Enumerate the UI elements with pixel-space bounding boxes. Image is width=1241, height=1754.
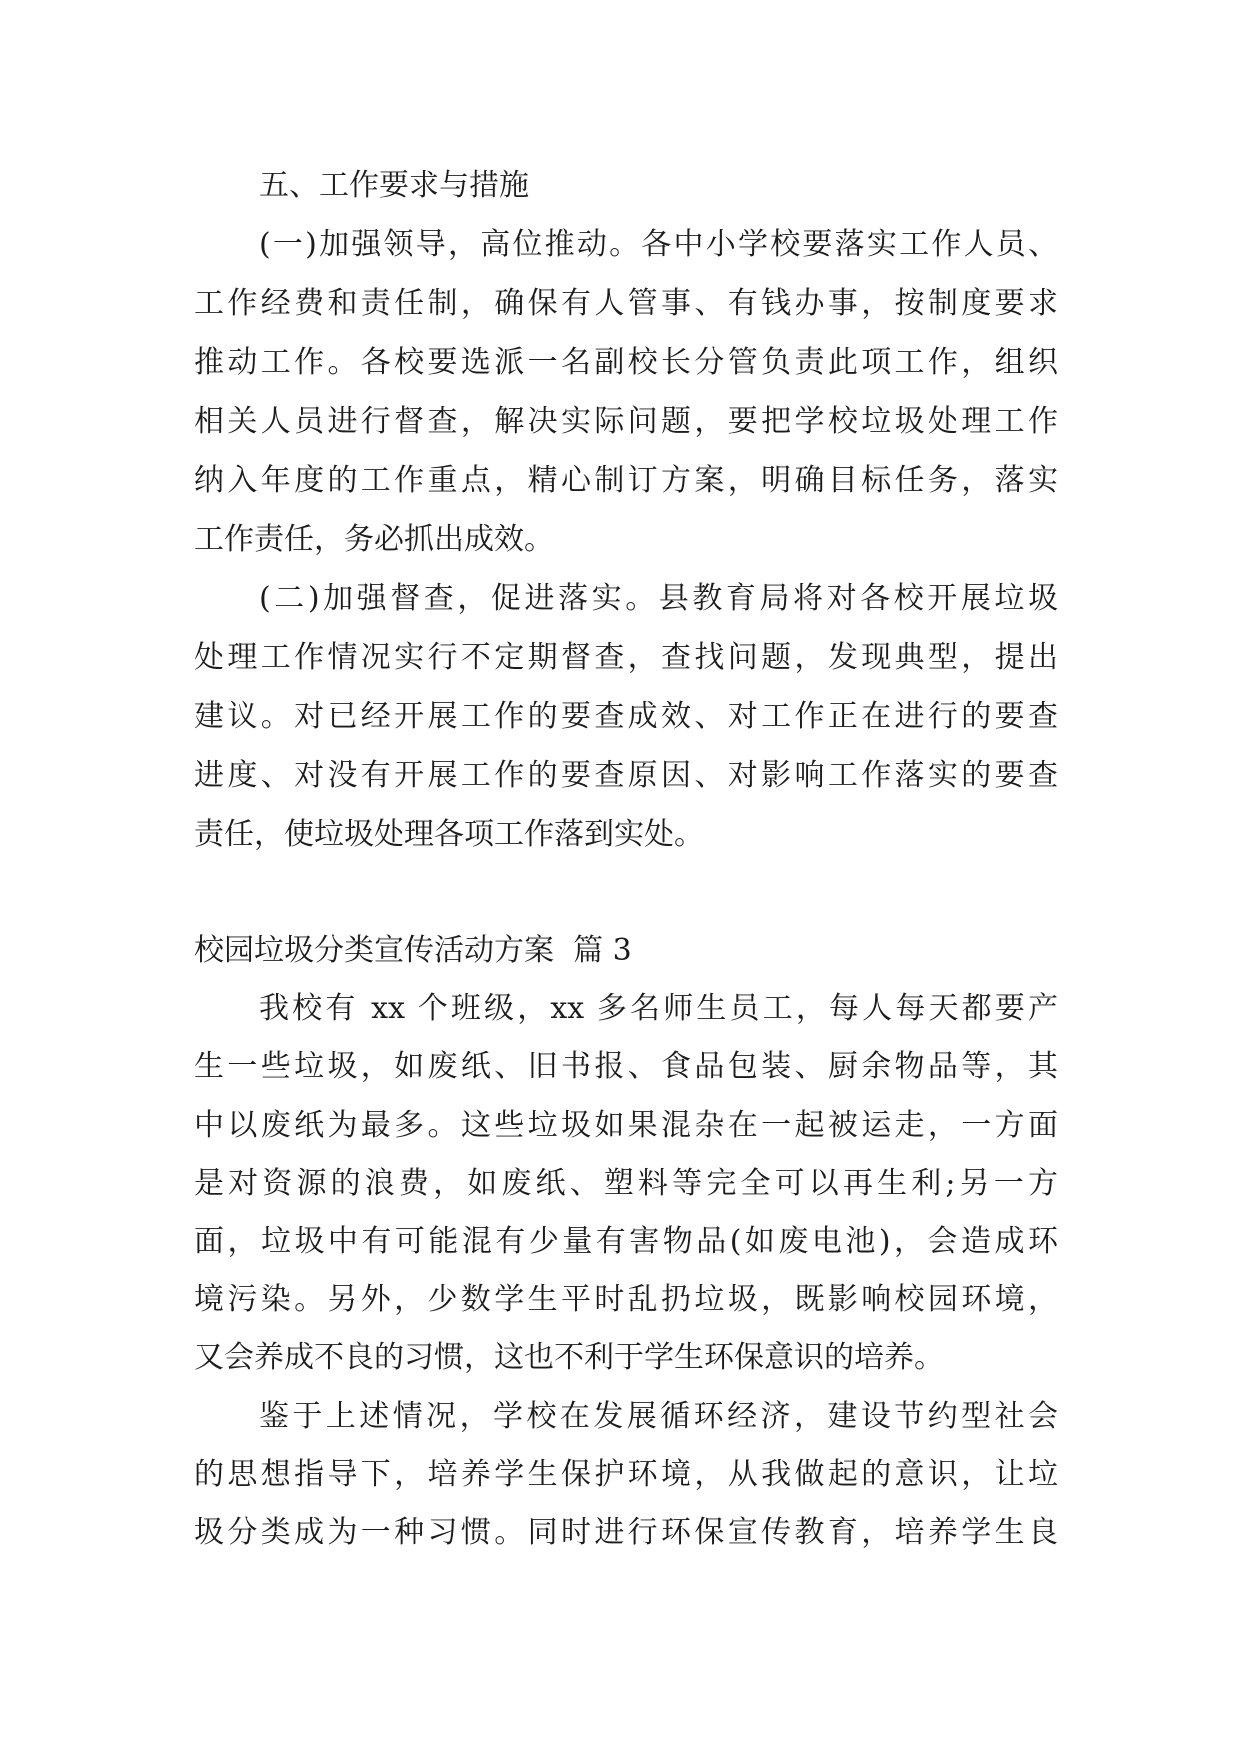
text-line: 工作经费和责任制，确保有人管事、有钱办事，按制度要求 [194,286,1058,321]
text-line: 面，垃圾中有可能混有少量有害物品(如废电池)，会造成环 [194,1223,1058,1259]
text-line: 鉴于上述情况，学校在发展循环经济，建设节约型社会 [259,1398,1058,1434]
text-line: 境污染。另外，少数学生平时乱扔垃圾，既影响校园环境， [194,1282,1058,1318]
plan-title: 校园垃圾分类宣传活动方案 篇 3 [194,933,632,968]
paragraph-background [194,980,1058,1387]
paragraph-item-two [194,569,1058,864]
text-line: 纳入年度的工作重点，精心制订方案，明确目标任务，落实 [194,463,1058,498]
text-line: (二)加强督查，促进落实。县教育局将对各校开展垃圾 [259,581,1058,616]
text-line: 是对资源的浪费，如废纸、塑料等完全可以再生利;另一方 [194,1165,1058,1201]
paragraph-item-one [194,215,1058,569]
text-line: 圾分类成为一种习惯。同时进行环保宣传教育，培养学生良 [194,1514,1058,1550]
text-line: 处理工作情况实行不定期督查，查找问题，发现典型，提出 [194,640,1058,675]
section-heading: 五、工作要求与措施 [259,168,529,203]
text-line: (一)加强领导，高位推动。各中小学校要落实工作人员、 [259,227,1058,262]
text-line: 又会养成不良的习惯，这也不利于学生环保意识的培养。 [194,1340,944,1376]
text-line: 中以废纸为最多。这些垃圾如果混杂在一起被运走，一方面 [194,1107,1058,1143]
text-line: 进度、对没有开展工作的要查原因、对影响工作落实的要查 [194,758,1058,793]
text-line: 建议。对已经开展工作的要查成效、对工作正在进行的要查 [194,699,1058,734]
text-line: 我校有 xx 个班级，xx 多名师生员工，每人每天都要产 [259,991,1058,1027]
paragraph-purpose [194,1388,1058,1563]
text-line: 推动工作。各校要选派一名副校长分管负责此项工作，组织 [194,345,1058,380]
text-line: 的思想指导下，培养学生保护环境，从我做起的意识，让垃 [194,1456,1058,1492]
section-work-requirements [194,156,1058,864]
text-line: 工作责任，务必抓出成效。 [194,522,554,557]
text-line: 生一些垃圾，如废纸、旧书报、食品包装、厨余物品等，其 [194,1049,1058,1085]
section-plan-three [194,922,1058,1562]
text-line: 责任，使垃圾处理各项工作落到实处。 [194,817,704,852]
text-line: 相关人员进行督查，解决实际问题，要把学校垃圾处理工作 [194,404,1058,439]
